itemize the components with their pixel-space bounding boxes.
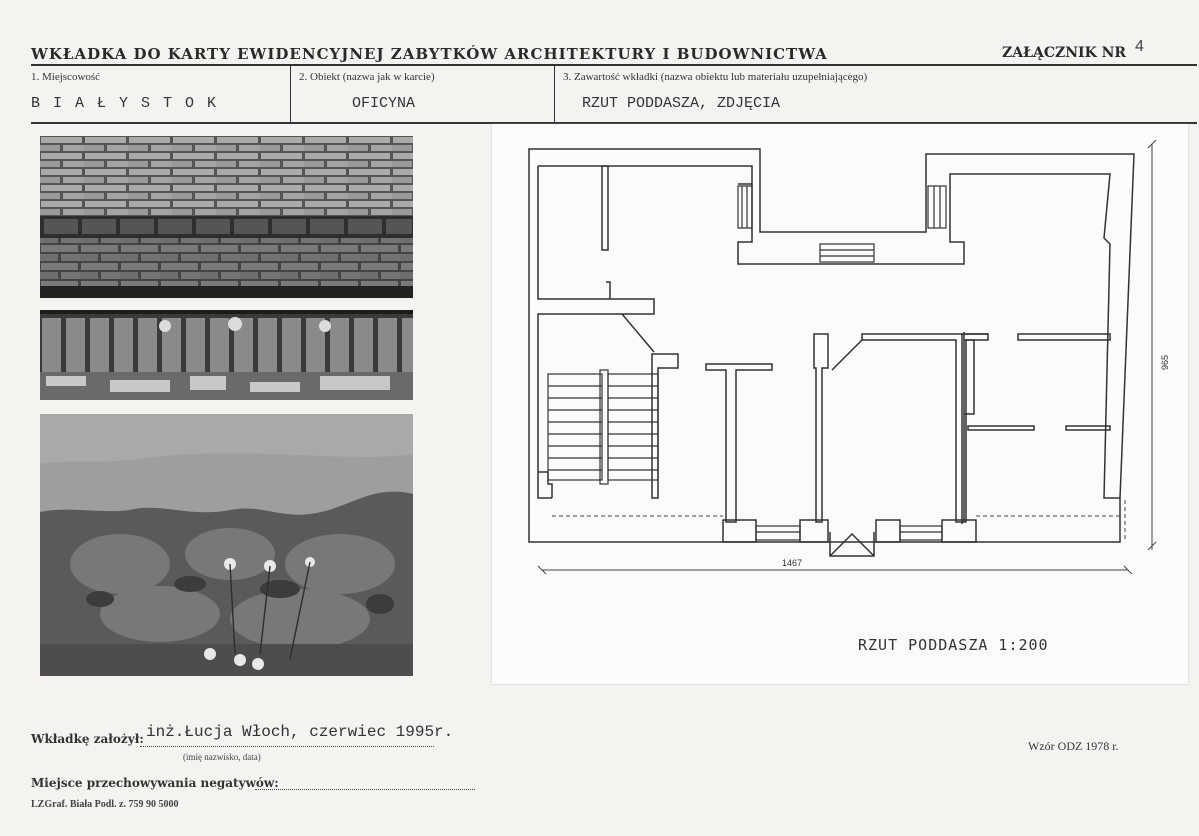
field-2-value: OFICYNA: [352, 95, 416, 112]
storage-dotted-line: [255, 789, 475, 790]
photo-brick-wall: [40, 136, 413, 400]
foundation-image: [40, 414, 413, 676]
author-label: Wkładkę założył:: [31, 732, 144, 746]
field-3-label: 3. Zawartość wkładki (nazwa obiektu lub materiału uzupełniającego): [563, 71, 868, 83]
author-value: inż.Łucja Włoch, czerwiec 1995r.: [146, 723, 454, 741]
brick-wall-image: [40, 136, 413, 400]
photo-foundation: [40, 414, 413, 676]
field-1-value: B I A Ł Y S T O K: [31, 95, 219, 112]
plan-caption: RZUT PODDASZA 1:200: [858, 636, 1049, 654]
form-code: Wzór ODZ 1978 r.: [1028, 739, 1119, 753]
annex-number: 4: [1135, 38, 1144, 55]
field-1-label: 1. Miejscowość: [31, 71, 101, 83]
card-title: WKŁADKA DO KARTY EWIDENCYJNEJ ZABYTKÓW ARCHITEKTURY I BUDOWNICTWA: [31, 45, 828, 63]
author-hint: (imię nazwisko, data): [183, 752, 261, 762]
field-2-label: 2. Obiekt (nazwa jak w karcie): [299, 71, 435, 83]
storage-label: Miejsce przechowywania negatywów:: [31, 776, 279, 790]
plan-dim-width: 1467: [782, 558, 803, 568]
field-divider-1: [290, 66, 291, 122]
plan-dim-height: 965: [1160, 354, 1170, 370]
author-dotted-line: [140, 746, 434, 747]
field-divider-2: [554, 66, 555, 122]
header-rule: [31, 64, 1197, 66]
annex-label: ZAŁĄCZNIK NR: [1002, 45, 1127, 61]
floor-plan-drawing: [492, 124, 1188, 684]
print-info: LZGraf. Biała Podl. z. 759 90 5000: [31, 799, 179, 810]
floor-plan: [492, 124, 1188, 684]
field-3-value: RZUT PODDASZA, ZDJĘCIA: [582, 95, 781, 112]
